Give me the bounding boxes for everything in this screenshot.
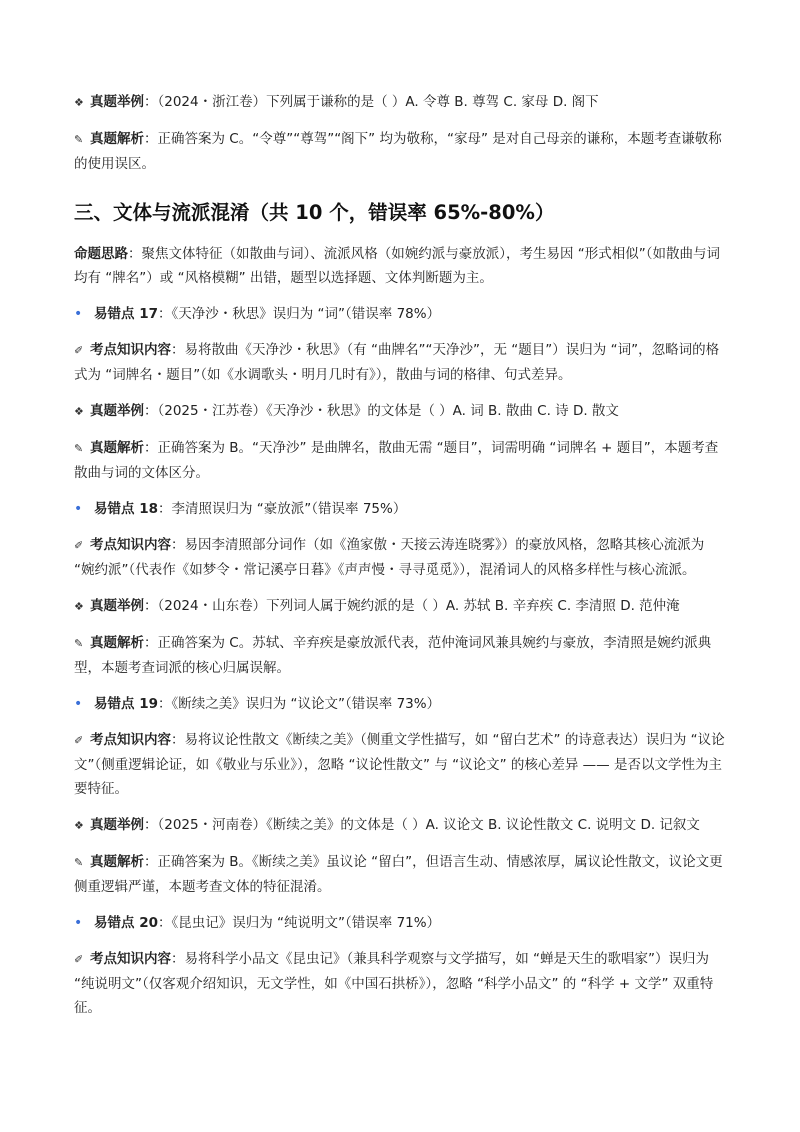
point-text: ：《昆虫记》误归为 “纯说明文”（错误率 71%） — [158, 915, 441, 931]
example-label: 真题举例 — [90, 403, 144, 419]
example-text: ：（2024・浙江卷）下列属于谦称的是（ ）A. 令尊 B. 尊驾 C. 家母 D. 阁下 — [144, 94, 599, 110]
point-label: 易错点 19 — [94, 696, 158, 712]
error-point — [74, 302, 728, 326]
example-text: ：（2025・河南卷）《断续之美》的文体是（ ）A. 议论文 B. 议论性散文 C. 说明文 D. 记叙文 — [144, 817, 700, 833]
knowledge-text: ：易将散曲《天净沙・秋思》（有 “曲牌名”“天净沙”，无 “题目”）误归为 “词”，忽略词的格式为 “词牌名・题目”（如《水调歌头・明月几时有》），散曲与词的格律、句式差异。 — [74, 342, 720, 383]
diamond-icon: ❖ — [74, 405, 84, 418]
exam-example — [74, 90, 728, 115]
exam-analysis — [74, 127, 728, 176]
exam-example — [74, 813, 728, 838]
error-point — [74, 911, 728, 935]
error-point — [74, 497, 728, 521]
knowledge-text: ：易将议论性散文《断续之美》（侧重文学性描写，如 “留白艺术” 的诗意表达）误归为 “议论文”（侧重逻辑论证，如《敬业与乐业》），忽略 “议论性散文” 与 “议论文” 的核心差异 —— 是否以文学性为主要特征。 — [74, 732, 725, 797]
point-text: ：《断续之美》误归为 “议论文”（错误率 73%） — [158, 696, 441, 712]
exam-example — [74, 399, 728, 424]
exam-analysis — [74, 850, 728, 899]
analysis-label: 真题解析 — [90, 635, 144, 651]
knowledge-content — [74, 947, 728, 1020]
pencil-icon: ✎ — [74, 133, 84, 146]
pen-icon: ✐ — [74, 734, 84, 747]
example-text: ：（2025・江苏卷）《天净沙・秋思》的文体是（ ）A. 词 B. 散曲 C. 诗 D. 散文 — [144, 403, 619, 419]
intro-label: 命题思路 — [74, 246, 128, 262]
point-text: ：李清照误归为 “豪放派”（错误率 75%） — [158, 501, 407, 517]
example-text: ：（2024・山东卷）下列词人属于婉约派的是（ ）A. 苏轼 B. 辛弃疾 C. 李清照 D. 范仲淹 — [144, 598, 680, 614]
pencil-icon: ✎ — [74, 442, 84, 455]
analysis-text: ：正确答案为 C。“令尊”“尊驾”“阁下” 均为敬称，“家母” 是对自己母亲的谦称，本题考查谦敬称的使用误区。 — [74, 131, 722, 172]
point-label: 易错点 17 — [94, 306, 158, 322]
analysis-label: 真题解析 — [90, 854, 144, 870]
bullet-icon: • — [74, 915, 83, 931]
knowledge-label: 考点知识内容 — [90, 732, 171, 748]
example-label: 真题举例 — [90, 817, 144, 833]
diamond-icon: ❖ — [74, 600, 84, 613]
knowledge-content — [74, 728, 728, 801]
knowledge-label: 考点知识内容 — [90, 342, 171, 358]
knowledge-content — [74, 338, 728, 387]
point-label: 易错点 18 — [94, 501, 158, 517]
bullet-icon: • — [74, 306, 83, 322]
analysis-label: 真题解析 — [90, 440, 144, 456]
document-page — [74, 90, 728, 1032]
bullet-icon: • — [74, 696, 83, 712]
analysis-text: ：正确答案为 B。《断续之美》虽议论 “留白”，但语言生动、情感浓厚，属议论性散文，议论文更侧重逻辑严谨，本题考查文体的特征混淆。 — [74, 854, 723, 895]
diamond-icon: ❖ — [74, 96, 84, 109]
pen-icon: ✐ — [74, 953, 84, 966]
knowledge-label: 考点知识内容 — [90, 537, 171, 553]
example-label: 真题举例 — [90, 94, 144, 110]
section-heading: 三、文体与流派混淆（共 10 个，错误率 65%-80%） — [74, 201, 555, 224]
point-label: 易错点 20 — [94, 915, 158, 931]
exam-analysis — [74, 436, 728, 485]
pen-icon: ✐ — [74, 539, 84, 552]
intro-text: ：聚焦文体特征（如散曲与词）、流派风格（如婉约派与豪放派），考生易因 “形式相似”（如散曲与词均有 “牌名”）或 “风格模糊” 出错，题型以选择题、文体判断题为主。 — [74, 246, 721, 286]
diamond-icon: ❖ — [74, 819, 84, 832]
pen-icon: ✐ — [74, 344, 84, 357]
analysis-text: ：正确答案为 C。苏轼、辛弃疾是豪放派代表，范仲淹词风兼具婉约与豪放，李清照是婉约派典型，本题考查词派的核心归属误解。 — [74, 635, 712, 676]
exam-analysis — [74, 631, 728, 680]
knowledge-text: ：易将科学小品文《昆虫记》（兼具科学观察与文学描写，如 “蝉是天生的歌唱家”）误归为 “纯说明文”（仅客观介绍知识，无文学性，如《中国石拱桥》），忽略 “科学小品文” 的 “科学 + 文学” 双重特征。 — [74, 951, 714, 1016]
point-text: ：《天净沙・秋思》误归为 “词”（错误率 78%） — [158, 306, 441, 322]
knowledge-content — [74, 533, 728, 582]
pencil-icon: ✎ — [74, 856, 84, 869]
analysis-label: 真题解析 — [90, 131, 144, 147]
example-label: 真题举例 — [90, 598, 144, 614]
knowledge-text: ：易因李清照部分词作（如《渔家傲・天接云涛连晓雾》）的豪放风格，忽略其核心流派为 “婉约派”（代表作《如梦令・常记溪亭日暮》《声声慢・寻寻觅觅》），混淆词人的风格多样性与核心流派。 — [74, 537, 705, 578]
intro-paragraph — [74, 242, 728, 290]
pencil-icon: ✎ — [74, 637, 84, 650]
bullet-icon: • — [74, 501, 83, 517]
knowledge-label: 考点知识内容 — [90, 951, 171, 967]
analysis-text: ：正确答案为 B。“天净沙” 是曲牌名，散曲无需 “题目”，词需明确 “词牌名 + 题目”，本题考查散曲与词的文体区分。 — [74, 440, 719, 481]
error-point — [74, 692, 728, 716]
exam-example — [74, 594, 728, 619]
